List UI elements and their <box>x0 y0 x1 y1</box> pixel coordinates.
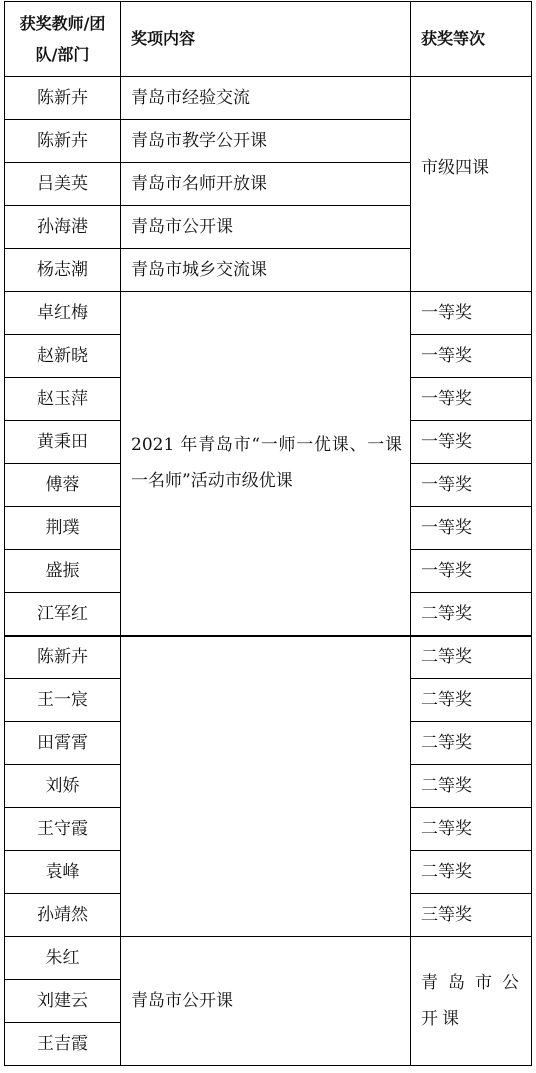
award-level: 一等奖 <box>411 292 532 335</box>
teacher-name: 孙海港 <box>5 206 121 249</box>
teacher-name: 王守霞 <box>5 808 121 851</box>
award-level: 二等奖 <box>411 679 532 722</box>
teacher-name: 黄秉田 <box>5 421 121 464</box>
teacher-name: 王吉霞 <box>5 1023 121 1066</box>
award-content: 青岛市城乡交流课 <box>121 249 411 292</box>
award-level: 一等奖 <box>411 378 532 421</box>
award-level: 市级四课 <box>411 77 532 292</box>
award-level: 一等奖 <box>411 507 532 550</box>
award-level: 三等奖 <box>411 894 532 937</box>
award-content: 青岛市公开课 <box>121 937 411 1066</box>
award-content: 青岛市教学公开课 <box>121 120 411 163</box>
award-content: 青岛市名师开放课 <box>121 163 411 206</box>
teacher-name: 陈新卉 <box>5 120 121 163</box>
teacher-name: 傅蓉 <box>5 464 121 507</box>
teacher-name: 江军红 <box>5 593 121 636</box>
award-level: 一等奖 <box>411 421 532 464</box>
teacher-name: 荆璞 <box>5 507 121 550</box>
award-content: 2021 年青岛市“一师一优课、一课一名师”活动市级优课 <box>121 292 411 636</box>
award-level: 二等奖 <box>411 808 532 851</box>
award-level: 二等奖 <box>411 765 532 808</box>
teacher-name: 刘建云 <box>5 980 121 1023</box>
header-content: 奖项内容 <box>121 2 411 77</box>
award-level: 一等奖 <box>411 464 532 507</box>
award-level: 二等奖 <box>411 851 532 894</box>
award-content: 青岛市公开课 <box>121 206 411 249</box>
award-level: 二等奖 <box>411 722 532 765</box>
teacher-name: 袁峰 <box>5 851 121 894</box>
header-teacher: 获奖教师/团队/部门 <box>5 2 121 77</box>
teacher-name: 杨志潮 <box>5 249 121 292</box>
teacher-name: 赵玉萍 <box>5 378 121 421</box>
award-level: 二等奖 <box>411 593 532 636</box>
awards-table <box>4 1 532 1066</box>
teacher-name: 朱红 <box>5 937 121 980</box>
header-row <box>5 2 532 77</box>
teacher-name: 盛振 <box>5 550 121 593</box>
award-level: 一等奖 <box>411 335 532 378</box>
teacher-name: 王一宸 <box>5 679 121 722</box>
teacher-name: 赵新晓 <box>5 335 121 378</box>
teacher-name: 陈新卉 <box>5 77 121 120</box>
teacher-name: 田霄霄 <box>5 722 121 765</box>
teacher-name: 吕美英 <box>5 163 121 206</box>
table-row <box>5 77 532 120</box>
teacher-name: 陈新卉 <box>5 636 121 679</box>
table-row <box>5 937 532 980</box>
teacher-name: 孙靖然 <box>5 894 121 937</box>
teacher-name: 卓红梅 <box>5 292 121 335</box>
teacher-name: 刘娇 <box>5 765 121 808</box>
table-row <box>5 636 532 679</box>
award-level: 一等奖 <box>411 550 532 593</box>
header-award: 获奖等次 <box>411 2 532 77</box>
award-content: 青岛市经验交流 <box>121 77 411 120</box>
award-level: 青岛市公开课 <box>411 937 532 1066</box>
table-row <box>5 292 532 335</box>
award-level: 二等奖 <box>411 636 532 679</box>
award-content-empty <box>121 636 411 937</box>
